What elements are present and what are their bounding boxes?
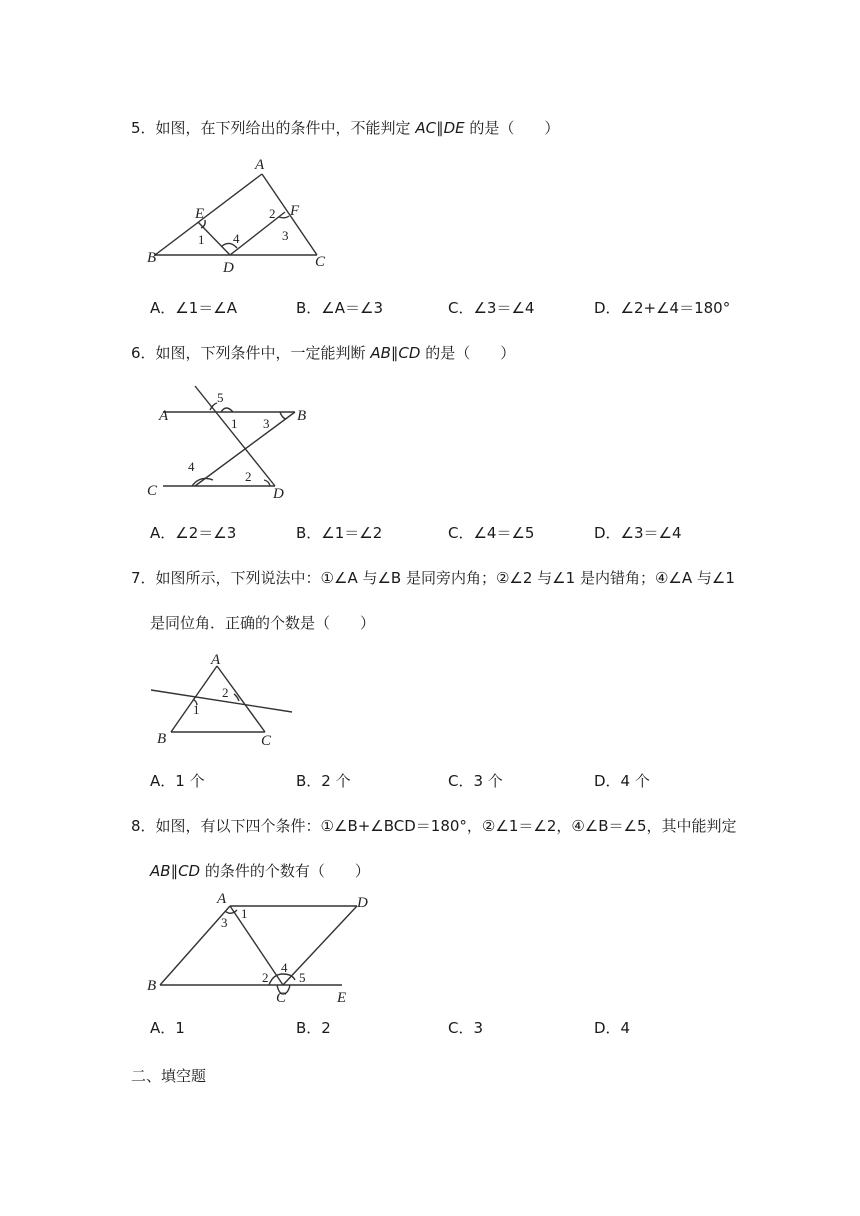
angle-2-label: 2 bbox=[222, 685, 229, 700]
angle-5-label: 5 bbox=[299, 970, 306, 985]
question-text: 如图，下列条件中，一定能判断 bbox=[155, 344, 371, 362]
label-A: A bbox=[217, 891, 227, 907]
option-c[interactable]: C．∠4＝∠5 bbox=[448, 524, 535, 542]
segment-label: AC bbox=[415, 119, 437, 137]
option-b[interactable]: B．2 bbox=[296, 1019, 331, 1037]
angle-3-label: 3 bbox=[263, 416, 270, 431]
question-number: 7． bbox=[131, 569, 156, 587]
option-d[interactable]: D．4 bbox=[594, 1019, 631, 1037]
option-a[interactable]: A．1 bbox=[150, 1019, 185, 1037]
label-B: B bbox=[297, 408, 307, 424]
option-a[interactable]: A．∠1＝∠A bbox=[150, 299, 237, 317]
segment-label: CD bbox=[398, 344, 421, 362]
angle-1-label: 1 bbox=[241, 906, 248, 921]
question-number: 5． bbox=[131, 119, 156, 137]
parallel-symbol: ∥ bbox=[390, 344, 399, 362]
segment-label: CD bbox=[178, 862, 201, 880]
angle-2-label: 2 bbox=[245, 469, 252, 484]
label-A: A bbox=[255, 157, 265, 173]
option-c[interactable]: C．3 bbox=[448, 1019, 484, 1037]
question-text: 的是（ ） bbox=[464, 119, 560, 137]
question-8 bbox=[131, 816, 737, 836]
segment-label: AB bbox=[150, 862, 171, 880]
option-a[interactable]: A．1 个 bbox=[150, 772, 205, 790]
question-text: 如图，在下列给出的条件中，不能判定 bbox=[155, 119, 416, 137]
label-A: A bbox=[159, 408, 169, 424]
question-7 bbox=[131, 568, 735, 588]
angle-4-label: 4 bbox=[233, 231, 240, 246]
figure-q5 bbox=[145, 152, 335, 276]
angle-3-label: 3 bbox=[282, 228, 289, 243]
section-heading: 二、填空题 bbox=[131, 1067, 207, 1085]
figure-q6 bbox=[145, 380, 320, 504]
question-text: 如图，有以下四个条件：①∠B+∠BCD＝180°，②∠1＝∠2，④∠B＝∠5，其中能判定 bbox=[155, 817, 737, 835]
label-B: B bbox=[147, 978, 157, 994]
label-E: E bbox=[195, 206, 205, 222]
label-B: B bbox=[157, 731, 167, 747]
angle-3-label: 3 bbox=[221, 915, 228, 930]
question-text: 的是（ ） bbox=[420, 344, 516, 362]
question-7-line2: 是同位角．正确的个数是（ ） bbox=[150, 614, 376, 632]
question-5 bbox=[131, 118, 559, 138]
option-c[interactable]: C．∠3＝∠4 bbox=[448, 299, 535, 317]
parallel-symbol: ∥ bbox=[436, 119, 444, 137]
option-d[interactable]: D．∠3＝∠4 bbox=[594, 524, 682, 542]
option-c[interactable]: C．3 个 bbox=[448, 772, 503, 790]
angle-1-label: 1 bbox=[231, 416, 238, 431]
figure-q7 bbox=[145, 650, 300, 750]
question-text: 的条件的个数有（ ） bbox=[200, 862, 370, 880]
label-F: F bbox=[290, 203, 300, 219]
angle-2-label: 2 bbox=[269, 206, 276, 221]
label-D: D bbox=[273, 486, 284, 502]
angle-1-label: 1 bbox=[198, 232, 205, 247]
label-C: C bbox=[315, 254, 326, 270]
parallel-symbol: ∥ bbox=[170, 862, 179, 880]
option-b[interactable]: B．∠1＝∠2 bbox=[296, 524, 383, 542]
angle-4-label: 4 bbox=[188, 459, 195, 474]
question-8-line2 bbox=[150, 861, 370, 881]
option-d[interactable]: D．∠2+∠4＝180° bbox=[594, 299, 731, 317]
angle-4-label: 4 bbox=[281, 960, 288, 975]
option-d[interactable]: D．4 个 bbox=[594, 772, 650, 790]
question-number: 8． bbox=[131, 817, 156, 835]
label-C: C bbox=[276, 990, 287, 1006]
segment-label: DE bbox=[443, 119, 465, 137]
figure-q8 bbox=[145, 890, 375, 1008]
option-b[interactable]: B．2 个 bbox=[296, 772, 351, 790]
option-b[interactable]: B．∠A＝∠3 bbox=[296, 299, 383, 317]
angle-5-label: 5 bbox=[217, 390, 224, 405]
segment-label: AB bbox=[370, 344, 391, 362]
question-number: 6． bbox=[131, 344, 156, 362]
label-D: D bbox=[223, 260, 234, 276]
label-E: E bbox=[337, 990, 347, 1006]
question-6 bbox=[131, 343, 515, 363]
option-a[interactable]: A．∠2＝∠3 bbox=[150, 524, 237, 542]
label-A: A bbox=[211, 652, 221, 668]
question-text: 如图所示，下列说法中：①∠A 与∠B 是同旁内角；②∠2 与∠1 是内错角；④∠A 与∠1 bbox=[155, 569, 735, 587]
angle-2-label: 2 bbox=[262, 970, 269, 985]
label-B: B bbox=[147, 250, 157, 266]
label-D: D bbox=[357, 895, 368, 911]
label-C: C bbox=[261, 733, 272, 749]
angle-1-label: 1 bbox=[193, 702, 200, 717]
label-C: C bbox=[147, 483, 158, 499]
